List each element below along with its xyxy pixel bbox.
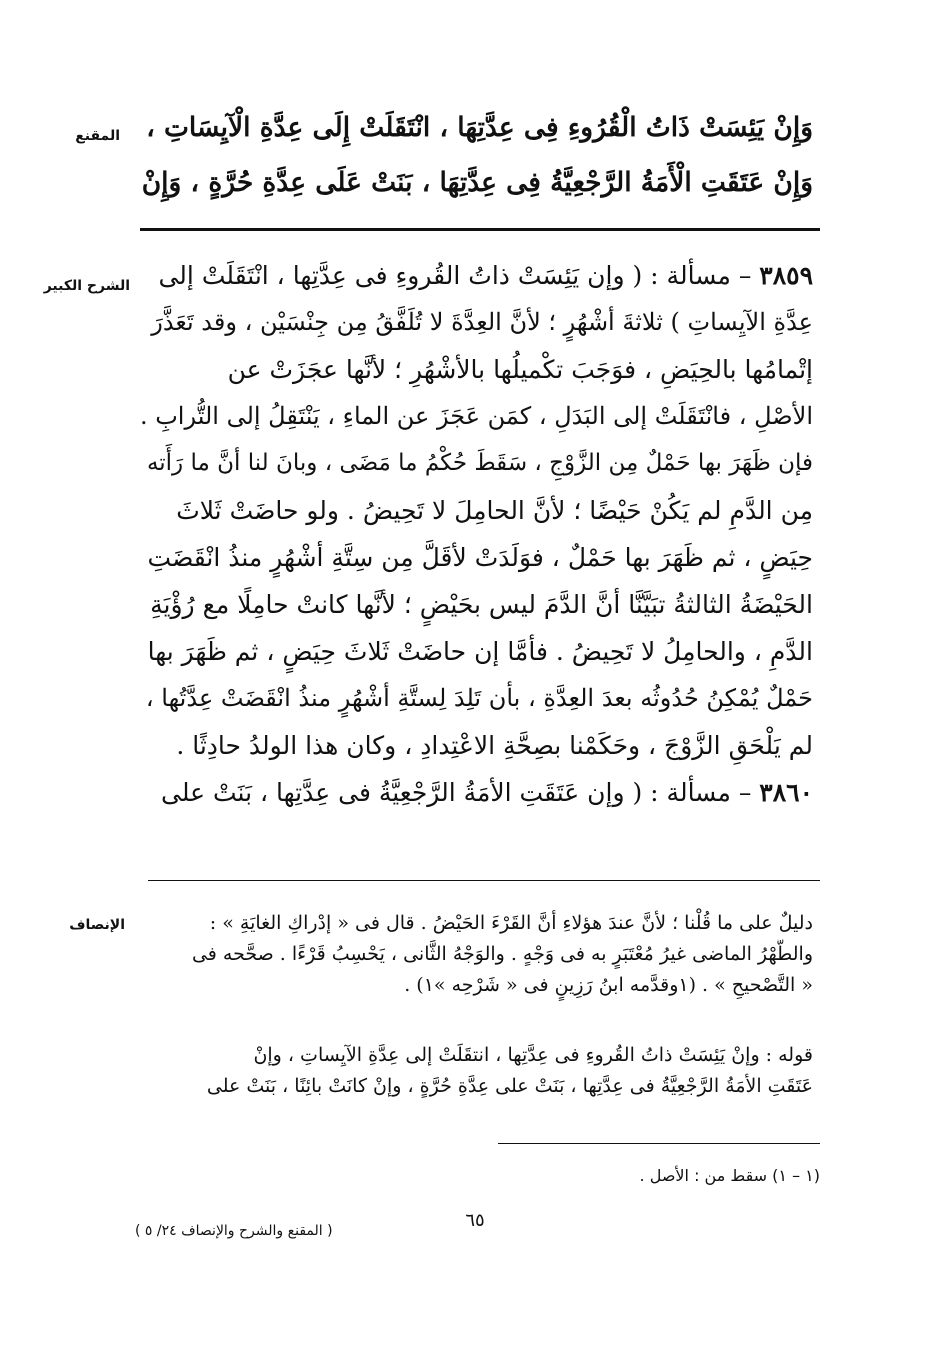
sharh-separator xyxy=(148,880,820,881)
insaf-label: الإنصاف xyxy=(69,917,125,933)
insaf-paragraph-2 xyxy=(140,1040,813,1102)
insaf-line: والطُّهْرُ الماضى غيرُ مُعْتَبَرٍ به فى وَجْهٍ . والوَجْهُ الثَّانى ، يَحْسِبُ قَرْءًا . صحَّحه فى xyxy=(191,943,813,965)
page-number: ٦٥ xyxy=(465,1210,485,1231)
sharh-line: عِدَّةِ الآيِساتِ ) ثلاثةَ أشْهُرٍ ؛ لأنَّ العِدَّةَ لا تُلَفَّقُ مِن جِنْسَيْن ، وقد تَعَذَّرَ xyxy=(151,308,813,336)
insaf-line: دليلٌ على ما قُلْنا ؛ لأنَّ عندَ هؤلاءِ أنَّ القَرْءَ الحَيْضُ . قال فى « إدْراكِ الغايَةِ » : xyxy=(209,912,813,934)
sharh-line: فإن ظَهَرَ بها حَمْلٌ مِن الزَّوْجِ ، سَقَطَ حُكْمُ ما مَضَى ، وبانَ لنا أنَّ ما رَأَته xyxy=(146,450,813,476)
footnote-separator xyxy=(498,1143,820,1144)
issue-number: ٣٨٥٩ xyxy=(759,261,813,290)
insaf-line: قوله : وإنْ يَئِسَتْ ذاتُ القُروءِ فى عِدَّتِها ، انتقَلَتْ إلى عِدَّةِ الآيِساتِ ، وإنْ xyxy=(253,1044,813,1066)
issue-number: ٣٨٦٠ xyxy=(759,778,813,807)
footnote: (١ – ١) سقط من : الأصل . xyxy=(639,1166,820,1185)
muqni-label: المقنع xyxy=(75,128,120,144)
issue-3860-line xyxy=(140,769,813,816)
sharh-line: لم يَلْحَقِ الزَّوْجَ ، وحَكَمْنا بصِحَّةِ الاعْتِدادِ ، وكان هذا الولدُ حادِثًا . xyxy=(176,731,813,760)
sharh-line: حَمْلٌ يُمْكِنُ حُدُوثُه بعدَ العِدَّةِ ، بأن تَلِدَ لِستَّةِ أشْهُرٍ منذُ انْقَضَتْ عِدَّتُها ، xyxy=(145,684,813,712)
muqni-line: وَإِنْ عَتَقَتِ الْأَمَةُ الرَّجْعِيَّةُ فِى عِدَّتِهَا ، بَنَتْ عَلَى عِدَّةِ حُرَّةٍ ، وَإِنْ xyxy=(141,167,813,198)
muqni-line: وَإِنْ يَئِسَتْ ذَاتُ الْقُرُوءِ فِى عِدَّتِهَا ، انْتَقَلَتْ إِلَى عِدَّةِ الْآيِسَاتِ ، xyxy=(146,112,813,143)
sharh-line: الدَّمِ ، والحامِلُ لا تَحِيضُ . فأمَّا إن حاضَتْ ثَلاثَ حِيَضٍ ، ثم ظَهَرَ بها xyxy=(147,637,813,666)
muqni-text xyxy=(140,100,813,210)
insaf-line: عَتَقَتِ الأمَةُ الرَّجْعِيَّةُ فى عِدَّتِها ، بَنَتْ على عِدَّةِ حُرَّةٍ ، وإنْ كانَتْ بائِنًا ، بَنَتْ على xyxy=(206,1075,813,1097)
sharh-line: الأصْلِ ، فانْتَقَلَتْ إلى البَدَلِ ، كمَن عَجَزَ عن الماءِ ، يَنْتَقِلُ إلى التُّرابِ . xyxy=(140,402,813,430)
running-footer: ( المقنع والشرح والإنصاف ٢٤/ ٥ ) xyxy=(135,1223,333,1239)
sharh-line: الحَيْضَةُ الثالثةُ تبَيَّنَّا أنَّ الدَّمَ ليس بحَيْضٍ ؛ لأنَّها كانتْ حامِلًا مع رُؤْيَةِ xyxy=(150,590,813,619)
insaf-line: « التَّصْحيحِ » . (١وقدَّمه ابنُ رَزِينٍ فى « شَرْحِه »١) . xyxy=(404,974,813,996)
issue-3859-line xyxy=(140,252,813,299)
issue-heading: – مسألة : ( وإن عَتَقَتِ الأمَةُ الرَّجْعِيَّةُ فى عِدَّتِها ، بَنَتْ على xyxy=(161,778,760,807)
insaf-text xyxy=(140,908,813,1001)
sharh-line: حِيَضٍ ، ثم ظَهَرَ بها حَمْلٌ ، فوَلَدَتْ لأقَلَّ مِن سِتَّةِ أشْهُرٍ منذُ انْقَضَتِ xyxy=(147,543,813,572)
sharh-line: مِن الدَّمِ لم يَكُنْ حَيْضًا ؛ لأنَّ الحامِلَ لا تَحِيضُ . ولو حاضَتْ ثَلاثَ xyxy=(176,496,813,525)
sharh-line: إتْمامُها بالحِيَضِ ، فوَجَبَ تكْميلُها بالأشْهُرِ ؛ لأنَّها عجَزَتْ عن xyxy=(227,355,813,384)
sharh-text xyxy=(140,252,813,816)
sharh-label: الشرح الكبير xyxy=(43,278,130,294)
issue-heading: – مسألة : ( وإن يَئِسَتْ ذاتُ القُروءِ فى عِدَّتِها ، انْتَقَلَتْ إلى xyxy=(158,261,760,290)
muqni-separator xyxy=(140,228,820,231)
